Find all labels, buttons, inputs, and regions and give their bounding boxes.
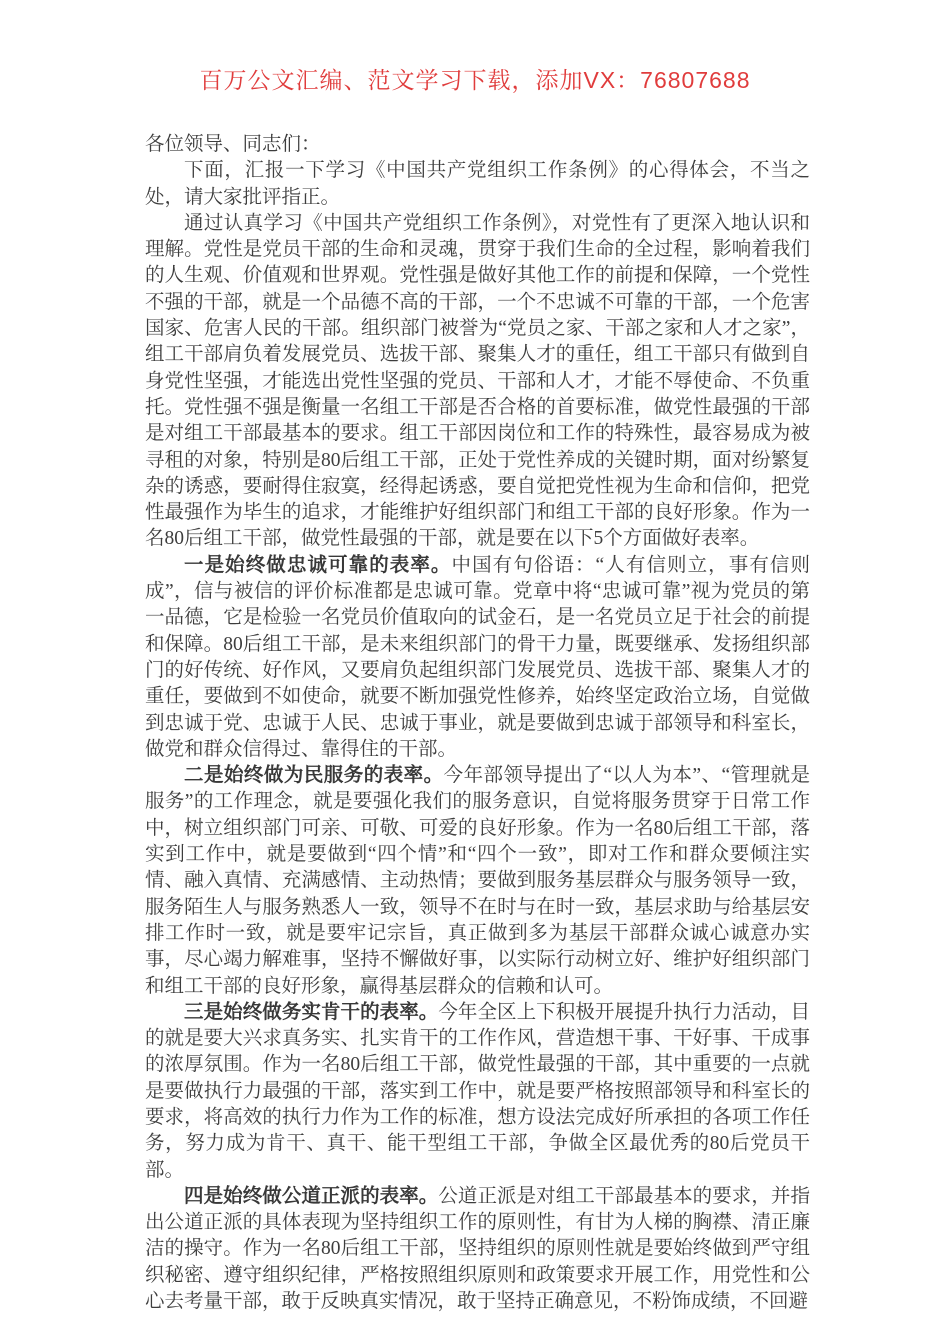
paragraph-text: 今年全区上下积极开展提升执行力活动，目的就是要大兴求真务实、扎实肯干的工作作风，营造想干事、干好事、干成事的浓厚氛围。作为一名80后组工干部，做党性最强的干部，其中重要的一点就是要做执行力最强的干部，落实到工作中，就是要严格按照部领导和科室长的要求，将高效的执行力作为工作的标准，想方设法完成好所承担的各项工作任务，努力成为肯干、真干、能干型组工干部，争做全区最优秀的80后党员干部。: [145, 1001, 810, 1181]
paragraph-text: 通过认真学习《中国共产党组织工作条例》，对党性有了更深入地认识和理解。党性是党员干部的生命和灵魂，贯穿于我们生命的全过程，影响着我们的人生观、价值观和世界观。党性强是做好其他工作的前提和保障，一个党性不强的干部，就是一个品德不高的干部，一个不忠诚不可靠的干部，一个危害国家、危害人民的干部。组织部门被誉为“党员之家、干部之家和人才之家”，组工干部肩负着发展党员、选拔干部、聚集人才的重任，组工干部只有做到自身党性坚强，才能选出党性坚强的党员、干部和人才，才能不辱使命、不负重托。党性强不强是衡量一名组工干部是否合格的首要标准，做党性最强的干部是对组工干部最基本的要求。组工干部因岗位和工作的特殊性，最容易成为被寻租的对象，特别是80后组工干部，正处于党性养成的关键时期，面对纷繁复杂的诱惑，要耐得住寂寞，经得起诱惑，要自觉把党性视为生命和信仰，把党性最强作为毕生的追求，才能维护好组织部门和组工干部的良好形象。作为一名80后组工干部，做党性最强的干部，就是要在以下5个方面做好表率。: [145, 212, 810, 550]
salutation: 各位领导、同志们：: [145, 134, 321, 155]
paragraph-point-3: [145, 1000, 810, 1184]
promo-header-text: 百万公文汇编、范文学习下载，添加VX：76807688: [199, 67, 751, 93]
paragraph-text: 今年部领导提出了“以人为本”、“管理就是服务”的工作理念，就是要强化我们的服务意识，自觉将服务贯穿于日常工作中，树立组织部门可亲、可敬、可爱的良好形象。作为一名80后组工干部，落实到工作中，就是要做到“四个情”和“四个一致”，即对工作和群众要倾注实情、融入真情、充满感情、主动热情；要做到服务基层群众与服务领导一致，服务陌生人与服务熟悉人一致，领导不在时与在时一致，基层求助与给基层安排工作时一致，就是要牢记宗旨，真正做到多为基层干部群众诚心诚意办实事，尽心竭力解难事，坚持不懈做好事，以实际行动树立好、维护好组织部门和组工干部的良好形象，赢得基层群众的信赖和认可。: [145, 765, 810, 997]
paragraph-lead: 一是始终做忠诚可靠的表率。: [184, 554, 452, 576]
document-body: [145, 132, 810, 1315]
paragraph-understanding: [145, 211, 810, 553]
paragraph-intro: [145, 158, 810, 211]
paragraph-lead: 三是始终做务实肯干的表率。: [184, 1001, 439, 1023]
paragraph-point-2: [145, 763, 810, 1000]
paragraph-text: 中国有句俗语：“人有信则立，事有信则成”，信与被信的评价标准都是忠诚可靠。党章中将“忠诚可靠”视为党员的第一品德，它是检验一名党员价值取向的试金石，是一名党员立足于社会的前提和保障。80后组工干部，是未来组织部门的骨干力量，既要继承、发扬组织部门的好传统、好作风，又要肩负起组织部门发展党员、选拔干部、聚集人才的重任，要做到不如使命，就要不断加强党性修养，始终坚定政治立场，自觉做到忠诚于党、忠诚于人民、忠诚于事业，就是要做到忠诚于部领导和科室长，做党和群众信得过、靠得住的干部。: [145, 554, 810, 760]
paragraph-text: 下面，汇报一下学习《中国共产党组织工作条例》的心得体会，不当之处，请大家批评指正。: [145, 160, 810, 208]
paragraph-point-1: [145, 553, 810, 763]
paragraph-text: 公道正派是对组工干部最基本的要求，并指出公道正派的具体表现为坚持组织工作的原则性，有甘为人梯的胸襟、清正廉洁的操守。作为一名80后组工干部，坚持组织的原则性就是要始终做到严守组织秘密、遵守组织纪律，严格按照组织原则和政策要求开展工作，用党性和公心去考量干部，敢于反映真实情况，敢于坚持正确意见，不粉饰成绩，不回避: [145, 1185, 810, 1313]
paragraph-point-4: [145, 1184, 810, 1315]
paragraph-lead: 二是始终做为民服务的表率。: [184, 765, 444, 787]
paragraph-lead: 四是始终做公道正派的表率。: [184, 1185, 439, 1207]
